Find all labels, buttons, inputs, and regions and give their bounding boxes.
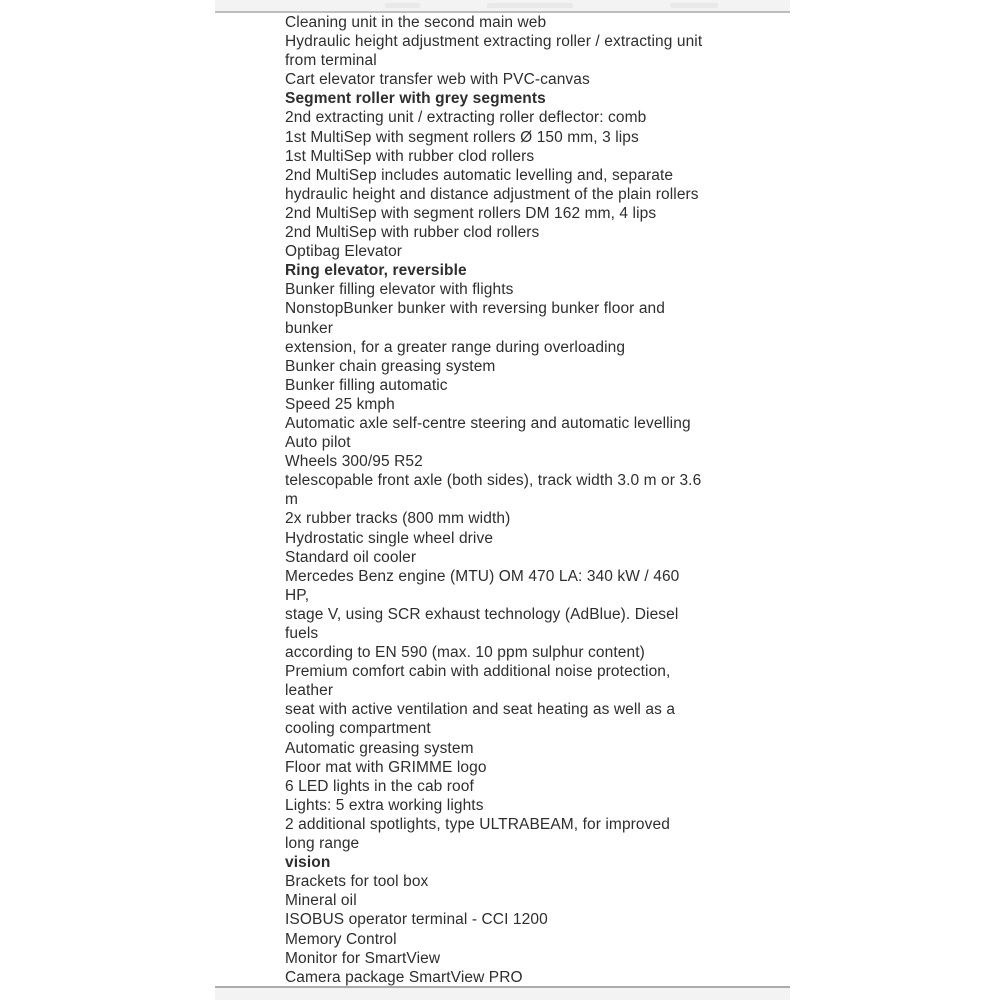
spec-line: Wheels 300/95 R52 (285, 453, 423, 471)
spec-line: Speed 25 kmph (285, 395, 395, 413)
spec-line: Cleaning unit in the second main web (285, 14, 547, 31)
spec-line: cooling compartment (285, 720, 431, 738)
spec-line: HP, (285, 586, 310, 604)
previous-page-edge-bar (215, 0, 790, 13)
spec-line: hydraulic height and distance adjustment of the plain rollers (285, 185, 699, 203)
spec-line: 6 LED lights in the cab roof (285, 777, 474, 795)
spec-line: Camera package SmartView PRO (285, 968, 523, 986)
spec-line: 2nd MultiSep with segment rollers DM 162 mm, 4 lips (285, 204, 657, 222)
spec-line: 2 additional spotlights, type ULTRABEAM, for improved (285, 815, 670, 833)
cutoff-text-remnant (385, 3, 420, 8)
spec-line: seat with active ventilation and seat heating as well as a (285, 701, 676, 719)
next-page-edge-bar (215, 986, 790, 1000)
spec-line: stage V, using SCR exhaust technology (AdBlue). Diesel (285, 605, 679, 623)
document-page (215, 0, 790, 1000)
spec-line: from terminal (285, 52, 377, 70)
spec-line: Automatic axle self-centre steering and automatic levelling (285, 414, 691, 432)
spec-list (285, 13, 735, 987)
spec-line: Standard oil cooler (285, 548, 417, 566)
spec-line: Bunker chain greasing system (285, 357, 496, 375)
spec-line: 2nd MultiSep with rubber clod rollers (285, 224, 540, 242)
spec-line: Bunker filling automatic (285, 376, 448, 394)
spec-line: Floor mat with GRIMME logo (285, 758, 487, 776)
spec-line: ISOBUS operator terminal - CCI 1200 (285, 911, 548, 929)
spec-line: Monitor for SmartView (285, 949, 441, 967)
spec-line: long range (285, 835, 360, 853)
cutoff-text-remnant (487, 3, 573, 8)
spec-line: 2x rubber tracks (800 mm width) (285, 510, 511, 528)
cutoff-text-remnant (670, 3, 718, 8)
spec-line: leather (285, 682, 334, 700)
spec-line: Automatic greasing system (285, 739, 474, 757)
spec-line: bunker (285, 319, 333, 337)
spec-line: Auto pilot (285, 434, 351, 452)
spec-line: 2nd MultiSep includes automatic levelling and, separate (285, 166, 674, 184)
spec-line: 1st MultiSep with segment rollers Ø 150 mm, 3 lips (285, 128, 639, 146)
spec-line: extension, for a greater range during overloading (285, 338, 626, 356)
spec-line: Mineral oil (285, 892, 357, 910)
spec-line: fuels (285, 625, 319, 642)
spec-line: Mercedes Benz engine (MTU) OM 470 LA: 340 kW / 460 (285, 567, 680, 585)
spec-line: Optibag Elevator (285, 243, 403, 261)
spec-line: Brackets for tool box (285, 873, 429, 891)
spec-line: according to EN 590 (max. 10 ppm sulphur content) (285, 644, 645, 662)
spec-line: 1st MultiSep with rubber clod rollers (285, 147, 535, 165)
spec-line: Bunker filling elevator with flights (285, 281, 514, 299)
spec-line: Memory Control (285, 930, 397, 948)
spec-line: NonstopBunker bunker with reversing bunker floor and (285, 300, 665, 318)
spec-line: Cart elevator transfer web with PVC-canvas (285, 71, 590, 89)
spec-line: 2nd extracting unit / extracting roller deflector: comb (285, 109, 647, 127)
spec-section-heading: Segment roller with grey segments (285, 90, 546, 108)
spec-line: Hydrostatic single wheel drive (285, 529, 494, 547)
spec-line: Premium comfort cabin with additional noise protection, (285, 663, 671, 681)
spec-line: Lights: 5 extra working lights (285, 796, 484, 814)
spec-line: m (285, 491, 299, 509)
spec-section-heading: vision (285, 854, 331, 872)
spec-line: telescopable front axle (both sides), track width 3.0 m or 3.6 (285, 472, 702, 490)
spec-line: Hydraulic height adjustment extracting roller / extracting unit (285, 33, 703, 51)
spec-section-heading: Ring elevator, reversible (285, 262, 467, 280)
